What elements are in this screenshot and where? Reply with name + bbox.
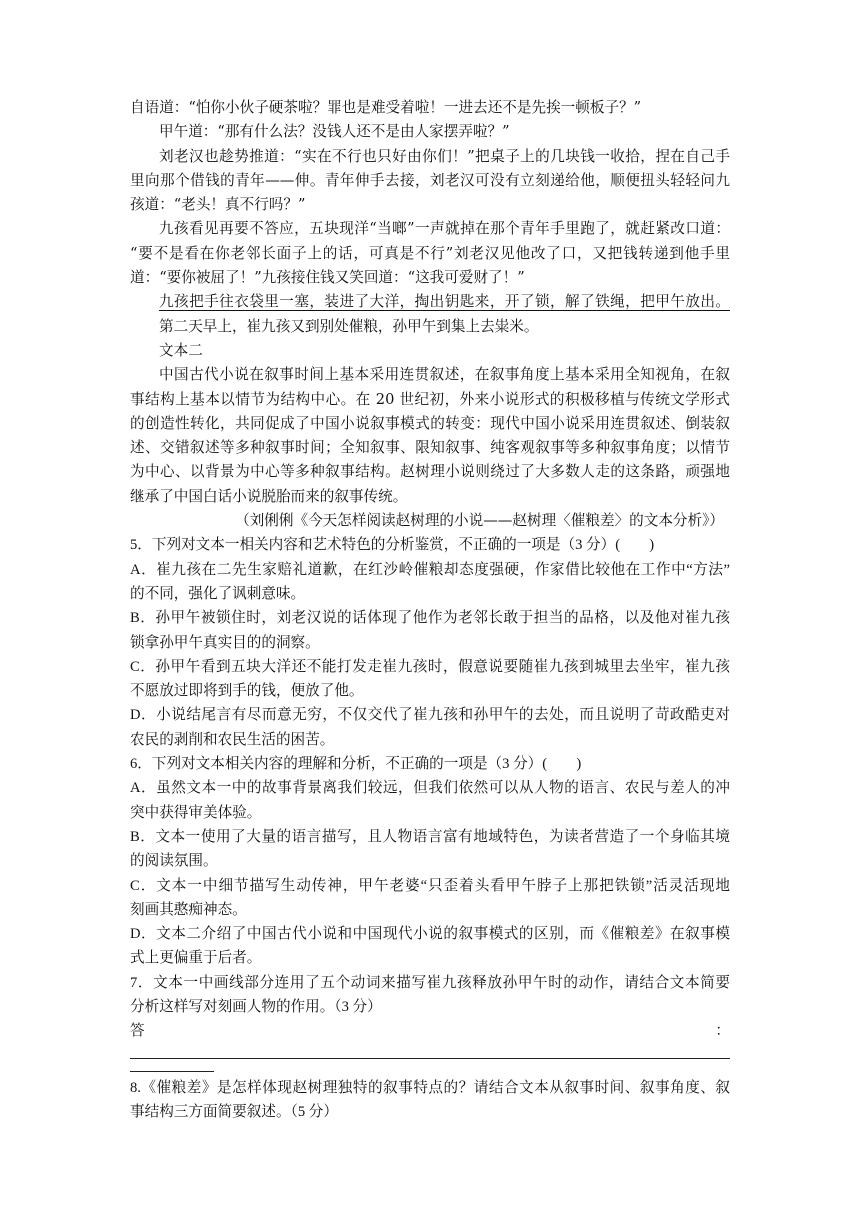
option-d-cont: 式上更偏重于后者。 (130, 950, 262, 967)
option-b: B．文本一使用了大量的语言描写，且人物语言富有地域特色，为读者营造了一个身临其境 (130, 828, 730, 845)
question-6 (130, 752, 730, 971)
option-c-cont: 刻画其憨痴神态。 (130, 901, 247, 918)
passage-line: 事结构上基本以情节为结构中心。在 20 世纪初，外来小说形式的积极移植与传统文学形式 (130, 390, 730, 408)
option-a: A．虽然文本一中的故事背景离我们较远，但我们依然可以从人物的语言、农民与差人的冲 (130, 780, 730, 797)
option-b-cont: 的阅读氛围。 (130, 853, 218, 870)
option-a: A．崔九孩在二先生家赔礼道歉，在红沙岭催粮却态度强硬，作家借比较他在工作中“方法” (130, 561, 730, 578)
passage-line: 孩道：“老头！真不行吗？” (130, 196, 306, 214)
passage-line: 九孩看见再要不答应，五块现洋“当啷”一声就掉在那个青年手里跑了，就赶紧改口道： (159, 220, 730, 238)
answer-colon: ： (715, 1023, 730, 1040)
text-one-passage (130, 96, 730, 339)
passage-line: 甲午道：“那有什么法？没钱人还不是由人家摆弄啦？” (159, 123, 510, 141)
question-8 (130, 1076, 730, 1125)
option-b: B．孙甲午被锁住时，刘老汉说的话体现了他作为老邻长敢于担当的品格，以及他对崔九孩 (130, 610, 730, 627)
answer-line[interactable] (130, 1044, 730, 1059)
option-b-cont: 锁拿孙甲午真实目的的洞察。 (130, 634, 320, 651)
passage-line: 述、交错叙述等多种叙事时间；全知叙事、限知叙事、纯客观叙事等多种叙事角度；以情节 (130, 439, 730, 457)
passage-line: 的创造性转化，共同促成了中国小说叙事模式的转变：现代中国小说采用连贯叙述、倒装叙 (130, 414, 730, 432)
text-two-passage (130, 339, 730, 533)
passage-line: “要不是看在你老邻长面子上的话，可真是不行”刘老汉见他改了口，又把钱转递到他手里 (130, 244, 730, 262)
option-d: D．小说结尾言有尽而意无穷，不仅交代了崔九孩和孙甲午的去处，而且说明了苛政酷吏对 (130, 707, 730, 724)
question-stem: 5．下列对文本一相关内容和艺术特色的分析鉴赏，不正确的一项是（3 分）( ) (130, 537, 655, 554)
answer-area[interactable] (130, 1019, 730, 1043)
passage-line: 中国古代小说在叙事时间上基本采用连贯叙述，在叙事角度上基本采用全知视角，在叙 (159, 366, 730, 384)
option-a-cont: 突中获得审美体验。 (130, 804, 262, 821)
question-stem-cont: 事结构三方面简要叙述。（5 分） (130, 1103, 338, 1120)
answer-label: 答 (130, 1023, 145, 1040)
option-a-cont: 的不同，强化了讽刺意味。 (130, 585, 306, 602)
source-citation: （刘俐俐《今天怎样阅读赵树理的小说——赵树理〈催粮差〉的文本分析》） (235, 512, 724, 530)
passage-line: 刘老汉也趁势推道：“实在不行也只好由你们！”把桌子上的几块钱一收拾，捏在自己手 (159, 147, 730, 165)
question-stem: 6．下列对文本相关内容的理解和分析，不正确的一项是（3 分）( ) (130, 756, 582, 773)
passage-line: 里向那个借钱的青年——伸。青年伸手去接，刘老汉可没有立刻递给他，顺便扭头轻轻问九 (130, 171, 730, 189)
question-5 (130, 533, 730, 752)
option-d: D．文本二介绍了中国古代小说和中国现代小说的叙事模式的区别，而《催粮差》在叙事模 (130, 926, 730, 943)
question-stem: 7．文本一中画线部分连用了五个动词来描写崔九孩释放孙甲午时的动作，请结合文本简要 (130, 974, 730, 991)
passage-line: 自语道：“怕你小伙子硬茶啦？罪也是难受着啦！一进去还不是先挨一顿板子？” (130, 99, 642, 116)
option-d-cont: 农民的剥削和农民生活的困苦。 (130, 731, 335, 748)
answer-line-short[interactable] (130, 1063, 214, 1072)
option-c: C．孙甲午看到五块大洋还不能打发走崔九孩时，假意说要随崔九孩到城里去坐牢，崔九孩 (130, 658, 730, 675)
underlined-passage-line: 九孩把手往衣袋里一塞，装进了大洋，掏出钥匙来，开了锁，解了铁绳，把甲午放出。 (159, 293, 730, 311)
passage-line: 第二天早上，崔九孩又到别处催粮，孙甲午到集上去粜米。 (159, 317, 539, 335)
exam-page (130, 96, 730, 1124)
option-c-cont: 不愿放过即将到手的钱，便放了他。 (130, 683, 364, 700)
passage-line: 道：“要你被屈了！”九孩接住钱又笑回道：“这我可爱财了！” (130, 269, 525, 287)
option-c: C．文本一中细节描写生动传神，甲午老婆“只歪着头看甲午脖子上那把铁锁”活灵活现地 (130, 877, 730, 894)
question-stem: 8.《催粮差》是怎样体现赵树理独特的叙事特点的？请结合文本从叙事时间、叙事角度、叙 (130, 1079, 730, 1096)
question-stem-cont: 分析这样写对刻画人物的作用。（3 分） (130, 998, 382, 1015)
question-7 (130, 971, 730, 1072)
passage-line: 继承了中国白话小说脱胎而来的叙事传统。 (130, 487, 408, 505)
passage-line: 为中心、以背景为中心等多种叙事结构。赵树理小说则绕过了大多数人走的这条路，顽强地 (130, 463, 730, 481)
text-two-heading: 文本二 (159, 341, 203, 359)
